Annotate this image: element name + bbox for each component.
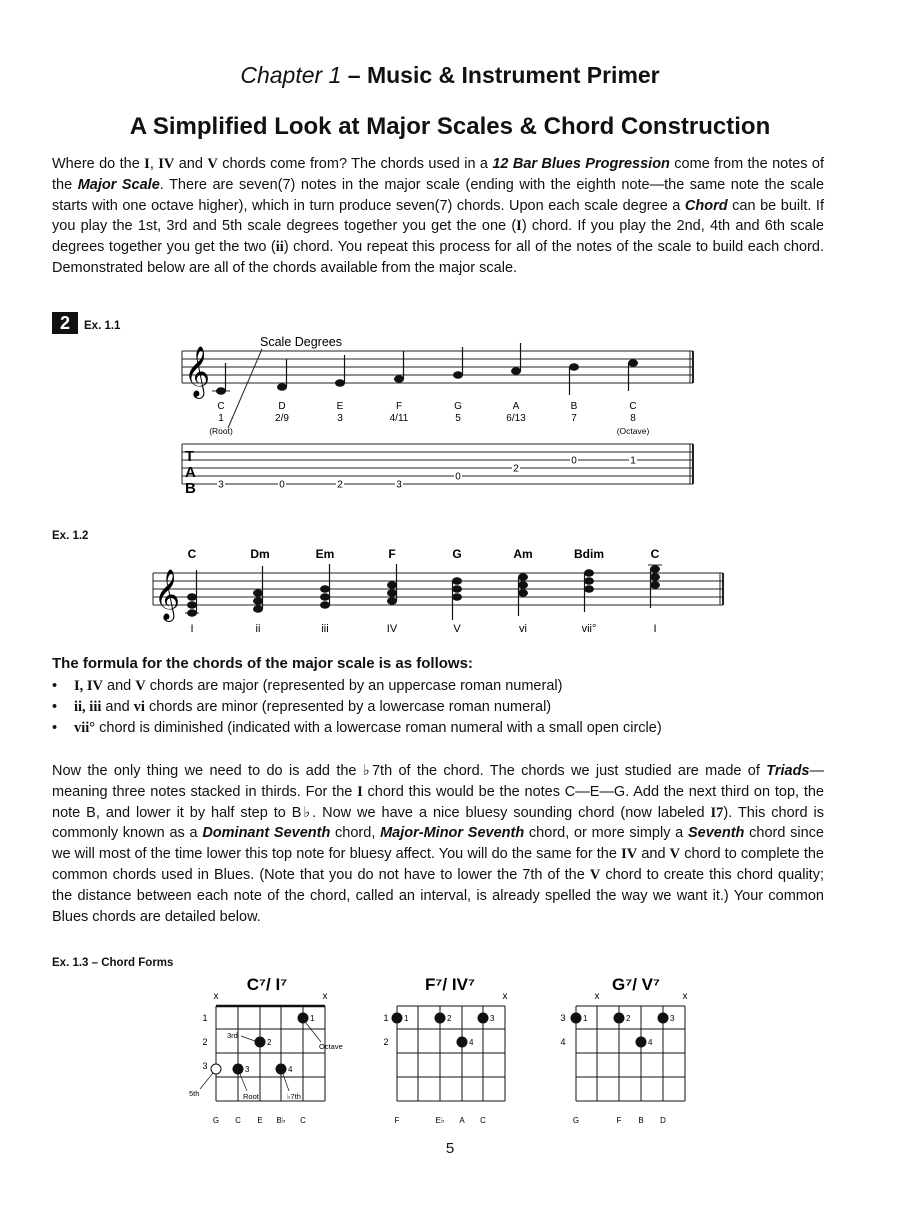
emphasis-term: Major Scale	[77, 176, 160, 193]
fret-number: 3	[202, 1061, 208, 1071]
string-note: G	[572, 1116, 580, 1125]
staff-lines	[153, 573, 723, 605]
mute-marker: x	[213, 991, 219, 1002]
fret-number: 1	[630, 455, 636, 467]
roman-numeral: vi	[519, 623, 527, 635]
numeral: IV	[158, 156, 175, 172]
triad-c	[185, 570, 199, 617]
formula-heading: The formula for the chords of the major scale is as follows:	[52, 655, 473, 672]
numeral: I	[357, 783, 363, 800]
finger-number: 3	[670, 1014, 675, 1023]
para-text: —meaning three notes stacked in thirds. For the	[52, 763, 824, 800]
mute-marker: x	[502, 991, 508, 1002]
emphasis-term: Dominant Seventh	[202, 825, 331, 842]
fret-number: 3	[560, 1013, 566, 1023]
string-note-names	[573, 1116, 666, 1125]
string-note-names	[395, 1116, 487, 1125]
numeral: IV	[621, 846, 638, 863]
numeral: I7	[710, 804, 724, 821]
chord-diagram-g7	[548, 965, 698, 1133]
chapter-title	[0, 62, 900, 89]
fret-number: 0	[571, 455, 577, 467]
chord-diagram-c7	[185, 965, 355, 1133]
numeral: vi	[133, 699, 145, 715]
finger-number: 2	[447, 1014, 452, 1023]
example-label-1-2: Ex. 1.2	[52, 530, 89, 542]
mute-marker: x	[322, 991, 328, 1002]
note-names	[217, 401, 636, 412]
chapter-label: Chapter 1	[240, 62, 342, 88]
chord-triads-figure	[145, 542, 730, 642]
finger-number: 2	[267, 1038, 272, 1047]
note-name: B	[570, 401, 578, 412]
string-note: E♭	[435, 1116, 445, 1125]
degree-number: 7	[571, 413, 577, 424]
chord-name: C	[187, 547, 197, 561]
note-c-octave	[628, 359, 638, 367]
numeral: V	[669, 846, 681, 863]
finger-dots	[571, 1013, 676, 1048]
note-name: G	[454, 401, 462, 412]
roman-numeral: ii	[255, 623, 261, 635]
formula-bullet-major	[52, 678, 562, 695]
fret-number: 0	[455, 471, 461, 483]
fret-number: 1	[383, 1013, 389, 1023]
scale-degrees-label: Scale Degrees	[260, 335, 342, 349]
string-note-names	[213, 1116, 306, 1125]
bullet-text: chords are minor (represented by a lowercase roman numeral)	[144, 699, 552, 715]
triad-am	[518, 573, 528, 616]
note-name: D	[278, 401, 286, 412]
note-g	[453, 371, 463, 379]
note-name: C	[217, 401, 225, 412]
para-text: chord since we will most of the time lower this top note for bluesy affect. You will do the same for the	[52, 825, 824, 863]
string-note: B♭	[276, 1116, 286, 1125]
string-note: F	[616, 1116, 622, 1125]
open-dot	[211, 1064, 221, 1074]
formula-bullet-minor	[52, 699, 551, 716]
emphasis-term: Major-Minor Seventh	[380, 825, 525, 842]
note-name: E	[336, 401, 344, 412]
string-note: D	[660, 1116, 666, 1125]
finger-dots	[211, 1013, 315, 1075]
roman-numeral: IV	[386, 623, 398, 635]
scale-degrees-pointer	[228, 349, 262, 428]
fret-number: 2	[337, 479, 343, 491]
string-note: C	[235, 1116, 241, 1125]
bullet-dot: •	[52, 720, 58, 736]
roman-numeral: V	[453, 623, 461, 635]
fret-number: 3	[218, 479, 224, 491]
root-label: (Root)	[209, 426, 233, 436]
triad-chords	[185, 564, 662, 620]
finger-number: 1	[310, 1014, 315, 1023]
finger-number: 2	[626, 1014, 631, 1023]
triad-bdim	[584, 569, 594, 612]
string-note: F	[394, 1116, 400, 1125]
tab-letter: B	[185, 480, 196, 497]
example-label-1-1: Ex. 1.1	[84, 320, 121, 332]
intro-text: ,	[149, 156, 159, 172]
section-title: A Simplified Look at Major Scales & Chord Construction	[129, 113, 771, 140]
numeral: ii	[275, 239, 284, 256]
fretboard-grid	[216, 1006, 325, 1101]
roman-numeral: iii	[321, 623, 329, 635]
chord-names	[188, 547, 660, 561]
treble-clef-icon: 𝄞	[154, 570, 181, 619]
intro-text: ) chord. You repeat this process for all of the notes of the scale to build each chord. Demonstrated below are all of the chords available from the major scale.	[52, 239, 824, 276]
string-note: G	[212, 1116, 220, 1125]
emphasis-term: 12 Bar Blues Progression	[492, 156, 670, 172]
chord-diagram-title: C⁷/ I⁷	[246, 975, 288, 994]
fret-numbers	[383, 1013, 388, 1047]
triad-c-octave	[648, 565, 662, 608]
bullet-text: chord is diminished (indicated with a lowercase roman numeral with a small open circle)	[95, 720, 662, 736]
tab-letter: T	[185, 448, 195, 465]
finger-number: 1	[404, 1014, 409, 1023]
degree-number: 5	[455, 413, 461, 424]
roman-numeral: vii°	[581, 623, 597, 635]
chord-annotations	[189, 1023, 343, 1101]
emphasis-term: Triads	[766, 763, 810, 779]
note-a	[511, 367, 521, 375]
formula-bullet-diminished	[52, 720, 662, 737]
note-name: F	[395, 401, 403, 412]
tab-letter: A	[185, 464, 196, 481]
chord-name: C	[650, 547, 660, 561]
para-text: chord to complete the common chords used in Blues. (Note that you do not have to lower the 7th of the	[52, 846, 824, 883]
fret-number: 0	[279, 479, 285, 491]
octave-label: (Octave)	[616, 426, 650, 436]
string-note: E	[257, 1116, 263, 1125]
chord-name: Em	[315, 547, 335, 561]
para-text: chord, or more simply a	[524, 825, 688, 842]
string-note: A	[459, 1116, 465, 1125]
chapter-subtitle: Music & Instrument Primer	[366, 62, 660, 88]
chord-diagram-f7	[372, 965, 522, 1133]
seventh-chord-paragraph	[52, 761, 824, 927]
bullet-text: and	[103, 678, 136, 694]
string-note: C	[300, 1116, 306, 1125]
fret-number: 2	[383, 1037, 389, 1047]
tab-lines	[182, 444, 693, 484]
track-number-badge: 2	[52, 312, 78, 334]
roman-numeral: I	[190, 623, 194, 635]
finger-number: 4	[469, 1038, 474, 1047]
chord-diagram-title: G⁷/ V⁷	[611, 975, 661, 994]
fret-number: 4	[560, 1037, 566, 1047]
note-name: A	[512, 401, 520, 412]
numeral: I	[516, 218, 522, 235]
roman-numerals	[190, 623, 656, 635]
numeral: I	[144, 156, 150, 172]
finger-number: 3	[490, 1014, 495, 1023]
treble-clef-icon: 𝄞	[184, 347, 211, 396]
fret-number: 3	[396, 479, 402, 491]
fret-number: 2	[513, 463, 519, 475]
finger-dots	[392, 1013, 496, 1048]
numeral: I, IV	[74, 678, 104, 694]
para-text: chord,	[330, 825, 381, 842]
intro-paragraph	[52, 154, 824, 279]
string-note: C	[480, 1116, 486, 1125]
annotation: 3rd	[227, 1031, 238, 1040]
mute-marker: x	[682, 991, 688, 1002]
fret-numbers	[560, 1013, 565, 1047]
note-d	[277, 383, 287, 391]
note-name: C	[629, 401, 637, 412]
intro-text: ) chord. If you play the 2nd, 4th and 6th scale degrees together you get the two (	[52, 218, 824, 256]
numeral: V	[207, 156, 218, 172]
bullet-dot: •	[52, 678, 58, 694]
bullet-dot: •	[52, 699, 58, 715]
note-f	[394, 375, 404, 383]
intro-text: Where do the	[52, 156, 145, 172]
triad-f	[387, 564, 397, 605]
chord-name: F	[388, 547, 396, 561]
fret-number: 1	[202, 1013, 208, 1023]
scale-notation-figure	[170, 325, 710, 505]
example-label-1-3: Ex. 1.3 – Chord Forms	[52, 957, 174, 969]
numeral: V	[135, 678, 146, 694]
annotation: Octave	[319, 1042, 343, 1051]
note-e	[335, 379, 345, 387]
triad-g	[452, 577, 462, 620]
finger-number: 1	[583, 1014, 588, 1023]
chord-name: Dm	[250, 547, 270, 561]
mute-marker: x	[594, 991, 600, 1002]
finger-number: 3	[245, 1065, 250, 1074]
chord-name: G	[452, 547, 462, 561]
fret-number: 2	[202, 1037, 208, 1047]
intro-text: chords come from? The chords used in a	[217, 156, 493, 172]
para-text: ). This chord is commonly known as a	[52, 804, 824, 842]
intro-text: and	[174, 156, 208, 172]
chapter-dash: –	[341, 62, 367, 88]
note-c	[216, 387, 226, 395]
annotation: ♭7th	[287, 1092, 301, 1101]
para-text: Now the only thing we need to do is add the ♭7th of the chord. The chords we just studied are made of	[52, 763, 767, 779]
chord-name: Bdim	[574, 547, 604, 561]
annotation: Root	[243, 1092, 259, 1101]
tab-clef	[185, 448, 196, 497]
annotation: 5th	[189, 1089, 200, 1098]
para-text: chord to create this chord quality; the distance between each note of the chord, called an interval, is already spelled the way we want it.) Your common Blues chords are detailed below.	[52, 866, 824, 925]
scale-degree-numbers	[218, 413, 636, 424]
degree-number: 6/13	[506, 413, 526, 424]
finger-number: 4	[648, 1038, 653, 1047]
numeral: V	[589, 866, 601, 883]
degree-number: 2/9	[275, 413, 289, 424]
bullet-text: chords are major (represented by an uppercase roman numeral)	[145, 678, 563, 694]
emphasis-term: Seventh	[687, 825, 745, 842]
page-number: 5	[445, 1140, 455, 1157]
roman-numeral: I	[653, 623, 657, 635]
intro-text: can be built. If you play the 1st, 3rd and 5th scale degrees together you get the one (	[52, 197, 824, 235]
bullet-text: and	[101, 699, 134, 715]
numeral: ii, iii	[74, 699, 102, 715]
triad-em	[320, 564, 330, 609]
string-note: B	[638, 1116, 644, 1125]
emphasis-term: Chord	[684, 197, 728, 214]
intro-text: . There are seven(7) notes in the major scale (ending with the eighth note—the same note the scale starts with one octave higher), which in turn produce seven(7) chords. Upon each scale degree a	[52, 176, 825, 214]
para-text: chord this would be the notes C—E—G. Add the next third on top, the note B, and lower it by half step to B♭. Now we have a nice bluesy sounding chord (now labeled	[52, 783, 824, 821]
chord-name: Am	[513, 547, 533, 561]
numeral: vii°	[74, 720, 96, 736]
para-text: and	[637, 846, 670, 863]
fretboard-grid	[576, 1006, 685, 1101]
fret-numbers	[202, 1013, 207, 1071]
degree-number: 4/11	[389, 413, 409, 424]
chord-diagram-title: F⁷/ IV⁷	[425, 975, 475, 994]
degree-number: 8	[630, 413, 636, 424]
finger-number: 4	[288, 1065, 293, 1074]
degree-number: 3	[337, 413, 343, 424]
note-b	[569, 363, 579, 371]
intro-text: come from the notes of the	[52, 156, 825, 193]
degree-number: 1	[218, 413, 224, 424]
